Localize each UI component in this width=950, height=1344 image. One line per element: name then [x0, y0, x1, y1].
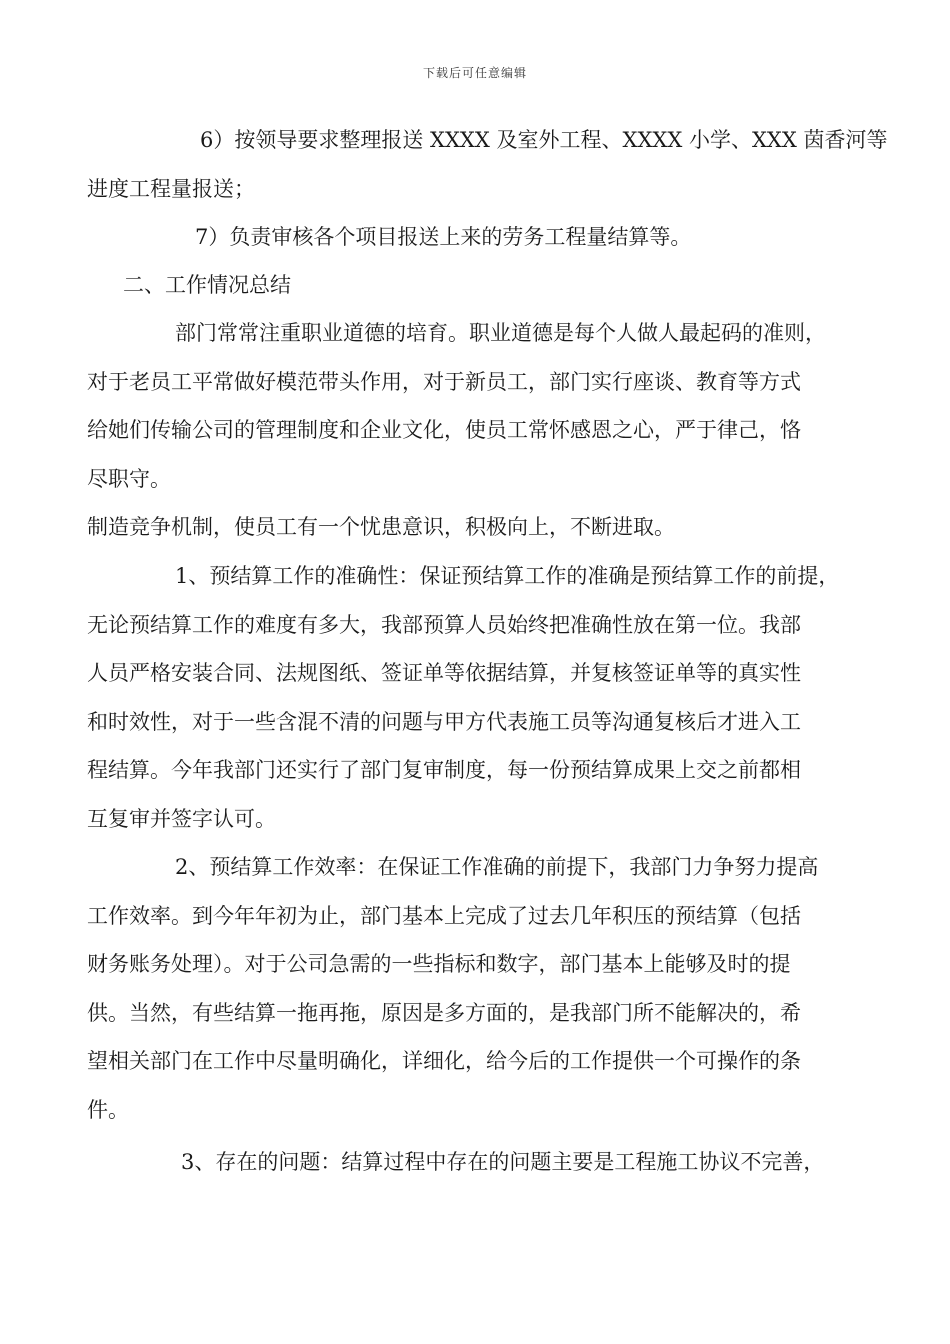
- text-line: 3、存在的问题：结算过程中存在的问题主要是工程施工协议不完善，: [181, 1150, 825, 1174]
- text-line: 进度工程量报送；: [87, 176, 255, 201]
- text-line: 无论预结算工作的难度有多大，我部预算人员始终把准确性放在第一位。我部: [87, 612, 801, 637]
- section-heading-text: 二、工作情况总结: [123, 273, 291, 297]
- text-line: 工作效率。到今年年初为止，部门基本上完成了过去几年积压的预结算（包括: [87, 903, 801, 928]
- text-line: 给她们传输公司的管理制度和企业文化，使员工常怀感恩之心，严于律己，恪: [87, 418, 801, 442]
- page-header: 下载后可任意编辑: [422, 66, 527, 80]
- text-line: 对于老员工平常做好模范带头作用，对于新员工，部门实行座谈、教育等方式: [87, 369, 801, 394]
- text-line: 互复审并签字认可。: [87, 806, 276, 831]
- paragraph-issues: [87, 1138, 863, 1187]
- text-line: 部门常常注重职业道德的培育。职业道德是每个人做人最起码的准则，: [175, 321, 826, 345]
- paragraph-accuracy: [87, 552, 863, 843]
- paragraph-efficiency: [87, 843, 863, 1134]
- text-line: 和时效性，对于一些含混不清的问题与甲方代表施工员等沟通复核后才进入工: [87, 709, 801, 734]
- text-line: 1、预结算工作的准确性：保证预结算工作的准确是预结算工作的前提，: [175, 564, 840, 588]
- text-line: 人员严格安装合同、法规图纸、签证单等依据结算，并复核签证单等的真实性: [87, 661, 801, 685]
- section-heading: [87, 261, 863, 310]
- text-line: 尽职守。: [87, 466, 171, 491]
- paragraph-ethics: [87, 309, 863, 503]
- text-line: 制造竞争机制，使员工有一个忧患意识，积极向上，不断进取。: [87, 515, 675, 539]
- text-line: 2、预结算工作效率：在保证工作准确的前提下，我部门力争努力提高: [175, 855, 819, 879]
- text-line: 件。: [87, 1097, 129, 1122]
- paragraph-item-7: [87, 213, 863, 262]
- text-line: 程结算。今年我部门还实行了部门复审制度，每一份预结算成果上交之前都相: [87, 758, 801, 782]
- paragraph-competition: [87, 503, 863, 552]
- text-line: 望相关部门在工作中尽量明确化，详细化，给今后的工作提供一个可操作的条: [87, 1049, 801, 1073]
- text-line: 财务账务处理）。对于公司急需的一些指标和数字，部门基本上能够及时的提: [87, 952, 791, 976]
- text-line: 7）负责审核各个项目报送上来的劳务工程量结算等。: [195, 225, 692, 249]
- text-line: 供。当然，有些结算一拖再拖，原因是多方面的，是我部门所不能解决的，希: [87, 1000, 801, 1025]
- paragraph-item-6: [87, 116, 888, 213]
- text-line: 6）按领导要求整理报送 XXXX 及室外工程、XXXX 小学、XXX 茵香河等: [200, 128, 888, 152]
